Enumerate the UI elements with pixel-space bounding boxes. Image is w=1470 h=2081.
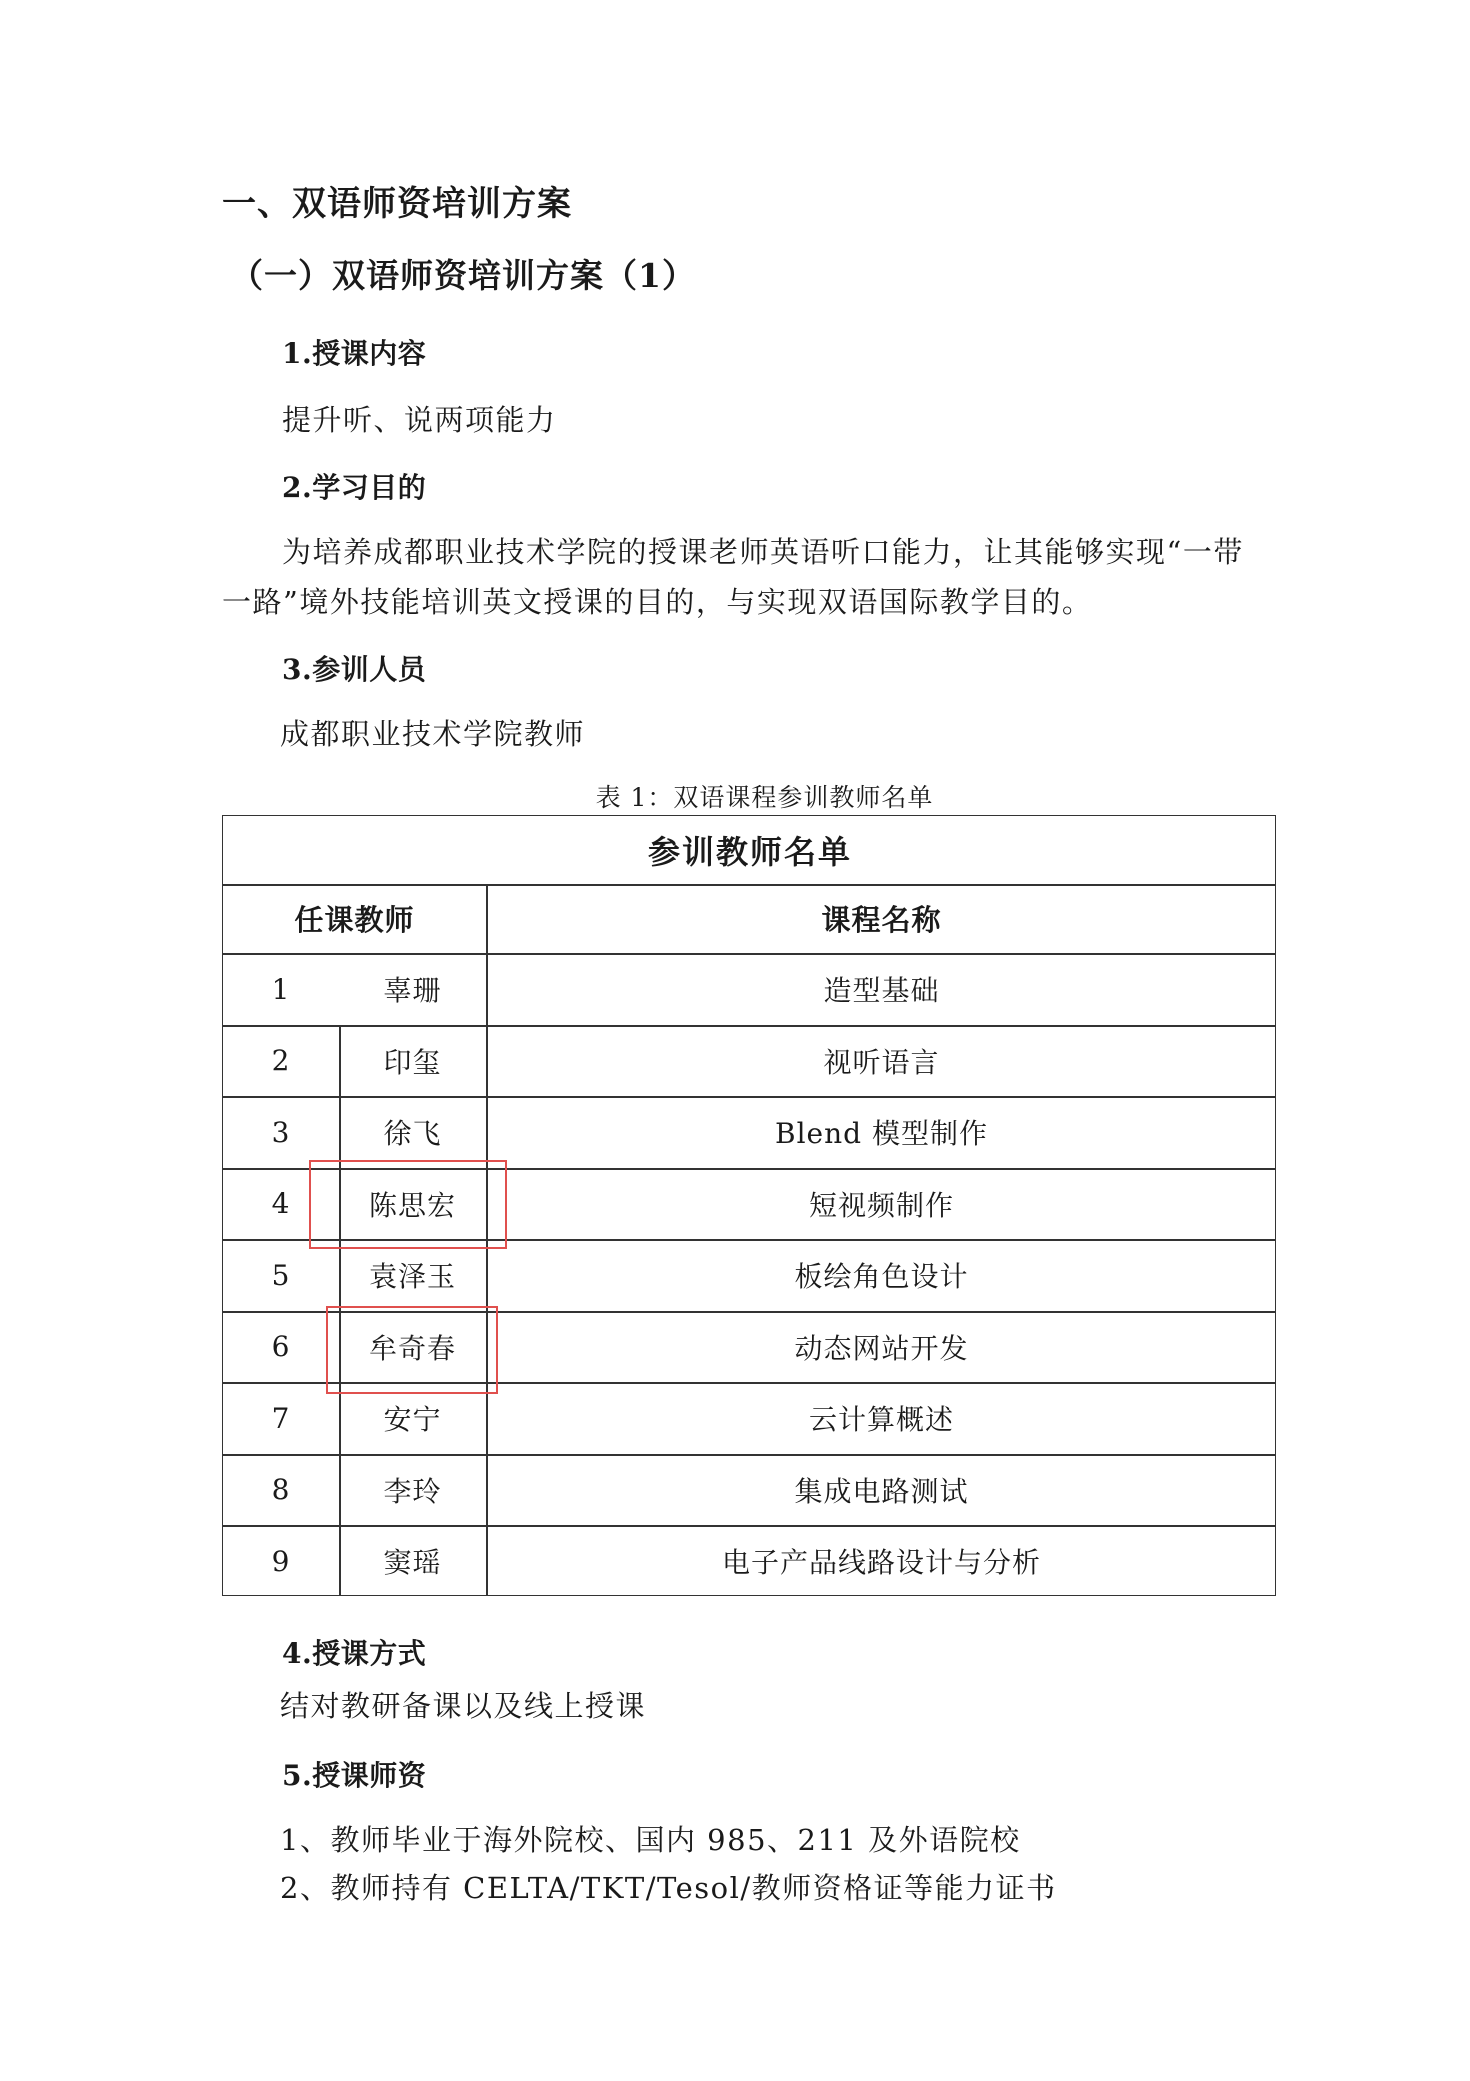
faculty-line-2: 2、教师持有 CELTA/TKT/Tesol/教师资格证等能力证书 [280,1871,1057,1905]
teacher-name: 安宁 [383,1403,442,1436]
table-caption: 表 1：双语课程参训教师名单 [595,783,934,812]
teacher-name: 陈思宏 [368,1188,456,1222]
row-number: 2 [271,1044,291,1077]
teacher-name: 袁泽玉 [368,1260,456,1293]
content-text: 提升听、说两项能力 [282,403,557,437]
header-teacher: 任课教师 [294,903,415,937]
course-name: 动态网站开发 [794,1331,969,1365]
teacher-name: 印玺 [383,1045,442,1079]
course-name: 造型基础 [823,974,940,1007]
row-number: 4 [271,1187,291,1220]
highlight-box-row-4 [309,1160,507,1249]
row-number: 8 [271,1473,291,1506]
row-number: 6 [271,1330,291,1363]
teacher-name: 辜珊 [383,974,442,1007]
row-number: 9 [271,1544,291,1578]
teacher-name: 李玲 [383,1474,442,1508]
goal-line-2: 一路”境外技能培训英文授课的目的，与实现双语国际教学目的。 [222,585,1093,619]
section-subtitle: （一）双语师资培训方案（1） [230,256,696,295]
content-heading: 1.授课内容 [282,337,427,370]
header-course: 课程名称 [821,903,942,937]
participants-text: 成都职业技术学院教师 [280,717,586,751]
faculty-line-1: 1、教师毕业于海外院校、国内 985、211 及外语院校 [280,1823,1021,1857]
teacher-name: 窦瑶 [383,1546,442,1579]
course-name: 电子产品线路设计与分析 [721,1546,1041,1579]
method-text: 结对教研备课以及线上授课 [280,1689,647,1723]
row-number: 3 [271,1115,291,1149]
participants-heading: 3.参训人员 [282,653,427,686]
table-title: 参训教师名单 [647,833,852,871]
course-name: 板绘角色设计 [794,1260,969,1293]
course-name: Blend 模型制作 [775,1117,988,1150]
teacher-name: 徐飞 [383,1117,442,1150]
faculty-heading: 5.授课师资 [282,1759,427,1792]
course-name: 视听语言 [823,1045,940,1079]
section-title: 一、双语师资培训方案 [222,184,572,224]
course-name: 集成电路测试 [794,1474,969,1508]
goal-line-1: 为培养成都职业技术学院的授课老师英语听口能力，让其能够实现“一带 [282,535,1244,569]
method-heading: 4.授课方式 [282,1637,427,1670]
course-name: 短视频制作 [808,1188,954,1222]
goal-heading: 2.学习目的 [282,471,427,504]
teacher-name: 牟奇春 [368,1331,456,1365]
row-number: 5 [271,1258,291,1292]
row-number: 1 [271,972,291,1006]
row-number: 7 [271,1401,291,1435]
highlight-box-row-6 [326,1306,498,1394]
course-name: 云计算概述 [808,1403,954,1436]
